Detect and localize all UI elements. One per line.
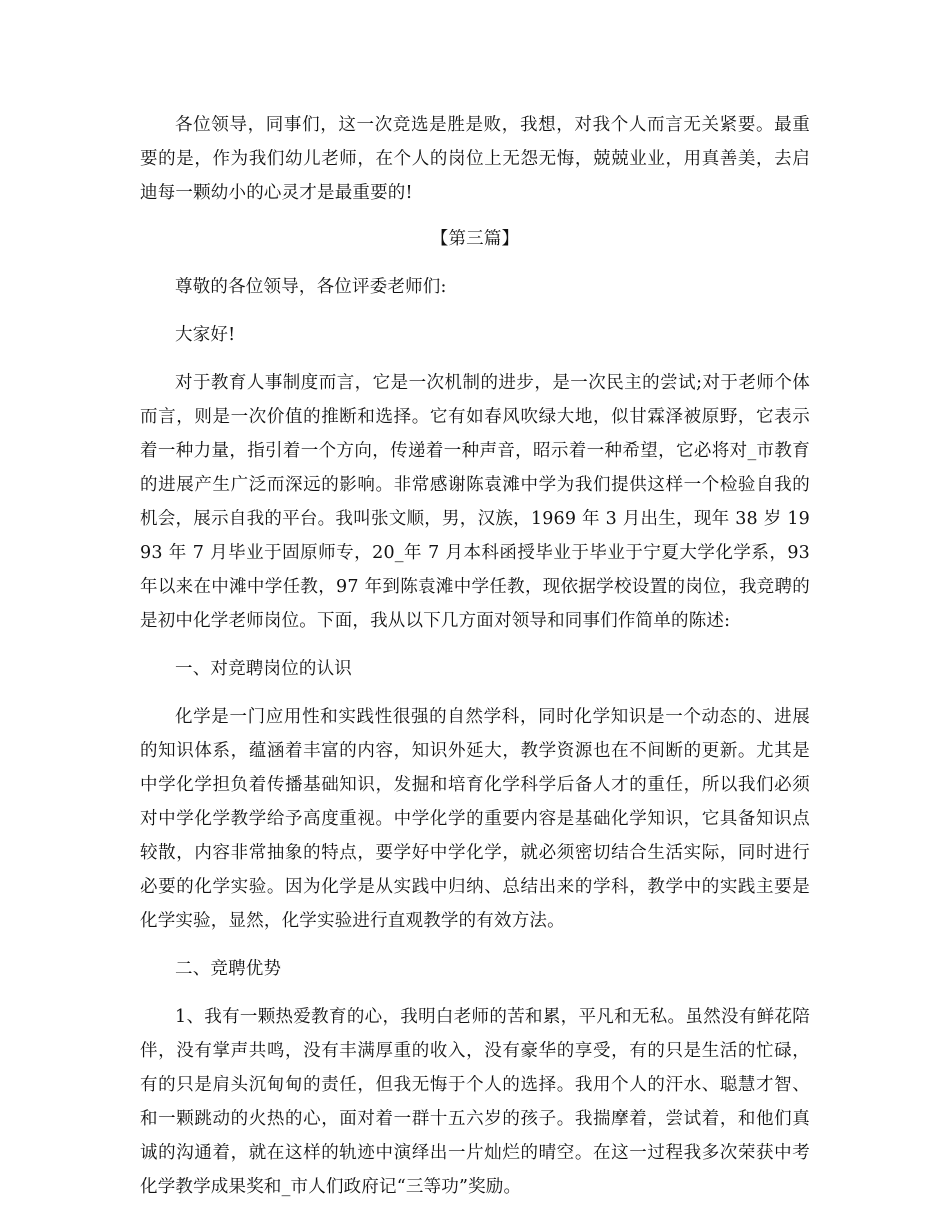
paragraph-advantage-1: 1、我有一颗热爱教育的心，我明白老师的苦和累，平凡和无私。虽然没有鲜花陪伴，没有掌声共鸣，没有丰满厚重的收入，没有豪华的享受，有的只是生活的忙碌，有的只是肩头沉甸甸的责任，但我无悔于个人的选择。我用个人的汗水、聪慧才智、和一颗跳动的火热的心，面对着一群十五六岁的孩子。我揣摩着，尝试着，和他们真诚的沟通着，就在这样的轨迹中演绎出一片灿烂的晴空。在这一过程我多次荣获中考化学教学成果奖和_市人们政府记“三等功”奖励。 bbox=[140, 1007, 810, 1197]
paragraph-greeting: 大家好! bbox=[175, 325, 236, 345]
paragraph-introduction: 对于教育人事制度而言，它是一次机制的进步，是一次民主的尝试;对于老师个体而言，则是一次价值的推断和选择。它有如春风吹绿大地，似甘霖泽被原野，它表示着一种力量，指引着一个方向，传递着一种声音，昭示着一种希望，它必将对_市教育的进展产生广泛而深远的影响。非常感谢陈袁滩中学为我们提供这样一个检验自我的机会，展示自我的平台。我叫张文顺，男，汉族，1969 年 3 月出生，现年 38 岁 1993 年 7 月毕业于固原师专，20_年 7 月本科函授毕业于毕业于宁夏大学化学系，93 年以来在中滩中学任教，97 年到陈袁滩中学任教，现依据学校设置的岗位，我竞聘的是初中化学老师岗位。下面，我从以下几方面对领导和同事们作简单的陈述: bbox=[140, 373, 810, 631]
paragraph-chemistry-understanding: 化学是一门应用性和实践性很强的自然学科，同时化学知识是一个动态的、进展的知识体系，蕴涵着丰富的内容，知识外延大，教学资源也在不间断的更新。尤其是中学化学担负着传播基础知识，发掘和培育化学科学后备人才的重任，所以我们必须对中学化学教学给予高度重视。中学化学的重要内容是基础化学知识，它具备知识点较散，内容非常抽象的特点，要学好中学化学，就必须密切结合生活实际，同时进行必要的化学实验。因为化学是从实践中归纳、总结出来的学科，教学中的实践主要是化学实验，显然，化学实验进行直观教学的有效方法。 bbox=[140, 707, 810, 931]
section-title-advantages: 二、竞聘优势 bbox=[175, 959, 282, 979]
document-body bbox=[140, 108, 810, 1204]
section-heading: 【第三篇】 bbox=[430, 229, 520, 249]
paragraph-salutation: 尊敬的各位领导，各位评委老师们: bbox=[175, 277, 447, 297]
paragraph-closing-remarks: 各位领导，同事们，这一次竞选是胜是败，我想，对我个人而言无关紧要。最重要的是，作为我们幼儿老师，在个人的岗位上无怨无悔，兢兢业业，用真善美，去启迪每一颗幼小的心灵才是最重要的! bbox=[140, 115, 810, 203]
section-title-understanding: 一、对竞聘岗位的认识 bbox=[175, 659, 352, 679]
